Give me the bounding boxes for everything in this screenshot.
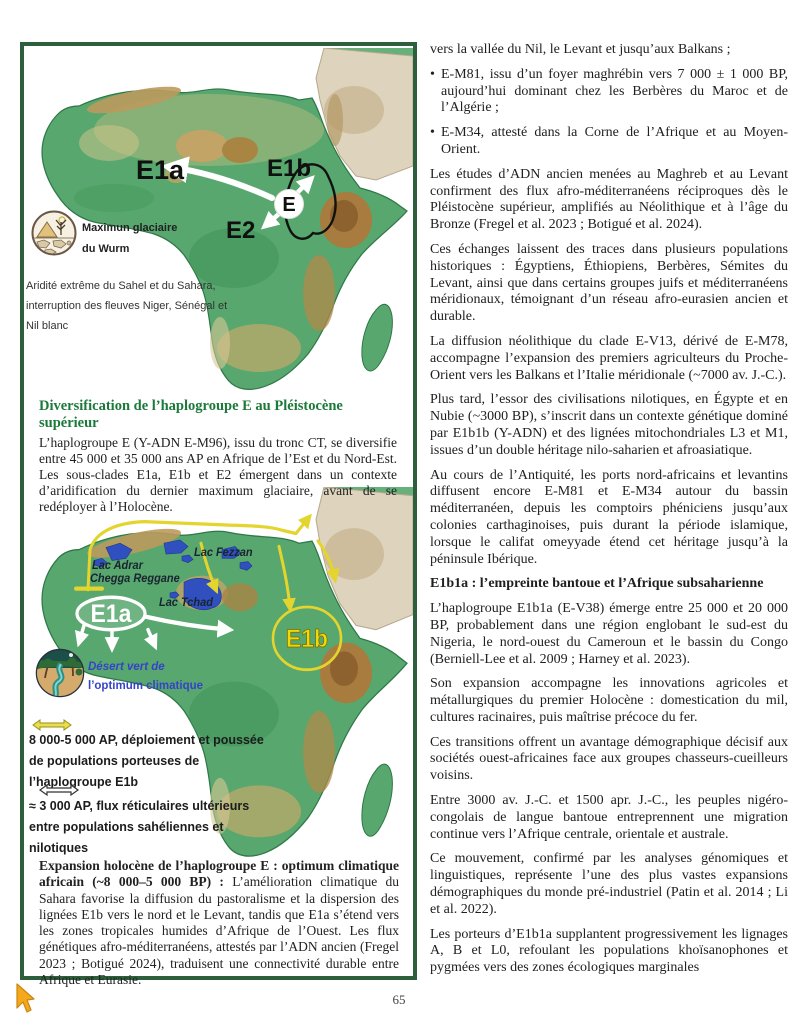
bullet-text: E-M34, attesté dans la Corne de l’Afrique et au Moyen-Orient. [441,125,788,157]
glacial-legend-line1: Maximun glaciaire [82,222,178,234]
label-lac-tchad: Lac Tchad [159,596,213,610]
map1-label-e1a: E1a [136,155,185,185]
map2-label-e1a: E1a [90,600,132,629]
double-arrow-white-icon [37,783,81,797]
map1-label-e: E [282,194,296,216]
paragraph: Au cours de l’Antiquité, les ports nord-africains et levantins diffusent encore E-M81 et E-M34 autour du bassin méditerranéen, depuis les comptoirs phéniciens jusqu’aux colonies carthaginoises, puis durant la période islamique, lorsque le califat omeyyade étend cet héritage jusqu’à la péninsule Ibérique. [430,467,788,567]
map1-label-e1b: E1b [267,155,312,182]
article-column [430,42,788,985]
paragraph: Son expansion accompagne les innovations agricoles et métallurgiques du premier Holocène : domestication du mil, cultures racinaires, puis maîtrise précoce du fer. [430,676,788,725]
legend-reticular-flux: ≈ 3 000 AP, flux réticulaires ultérieurs entre populations sahéliennes et nilotiques [29,799,250,855]
paragraph: Ces échanges laissent des traces dans plusieurs populations historiques : Égyptiens, Éthiopiens, Berbères, Sémites du Levant, ainsi que dans certains groupes juifs et méditerranéens méridionaux, témoignant d’un réseau afro-eurasien ancien et durable. [430,241,788,325]
paragraph: Les études d’ADN ancien menées au Maghreb et au Levant confirment des flux afro-méditerranéens réciproques dès le Pléistocène supérieur, amplifiés au Néolithique et à l’âge du Bronze (Fregel et al. 2023 ; Botigué et al. 2024). [430,166,788,233]
bullet-item [430,125,788,159]
paragraph: Entre 3000 av. J.-C. et 1500 apr. J.-C., les peuples nigéro-congolais de langue bantoue entreprennent une migration continue vers l’Afrique centrale, orientale et australe. [430,793,788,842]
paragraph: vers la vallée du Nil, le Levant et jusqu’aux Balkans ; [430,42,731,57]
caption-pleistocene-title: Diversification de l’haplogroupe E au Pléistocène supérieur [39,398,343,431]
bullet-marker: • [430,66,435,82]
paragraph: La diffusion néolithique du clade E-V13, dérivé de E-M78, accompagne l’expansion des premiers agriculteurs du Proche-Orient vers les Balkans et l’Italie méridionale (~7000 av. J.-C.). [430,333,788,383]
section-heading-e1b1a: E1b1a : l’empreinte bantoue et l’Afrique subsaharienne [430,576,764,592]
glacial-legend-title [82,218,177,260]
label-chegga-reggane: Chegga Reggane [90,572,180,586]
figure-box [20,42,417,988]
paragraph: Plus tard, l’essor des civilisations nilotiques, en Égypte et en Nubie (~3000 BP), s’inscrit dans un contexte génétique dominé par E1b1b (Y-ADN) et des lignées mitochondriales L3 et M1, issues d’un double héritage nilo-saharien et afroasiatique. [430,392,788,458]
paragraph: L’haplogroupe E1b1a (E-V38) émerge entre 25 000 et 20 000 BP, probablement dans une région englobant le sud-est du Nigeria, le nord-ouest du Cameroun et le bassin du Congo (Berniell-Lee et al. 2009 ; Harney et al. 2023). [430,601,788,667]
caption-pleistocene-body: L’haplogroupe E (Y-ADN E-M96), issu du tronc CT, se diversifie entre 45 000 et 35 000 ans AP en Afrique de l’Est et du Nord-Est. Les sous-clades E1a, E1b et E2 émergent dans un contexte d’aridification du dernier maximum glaciaire, avant de se redéployer à l’Holocène. [39,435,397,514]
bullet-marker: • [430,125,435,141]
caption-holocene [39,858,399,988]
paragraph: Les porteurs d’E1b1a supplantent progressivement les lignages A, B et L0, refoulant les populations khoïsanophones et pygmées vers des zones écologiques marginales [430,926,788,976]
green-desert-caption-line2: l’optimum climatique [88,680,204,692]
green-desert-caption [88,658,228,696]
caption-pleistocene [39,398,397,515]
caption-holocene-lead: Expansion holocène de l’haplogroupe E : optimum climatique africain (~8 000–5 000 BP) : [39,858,399,890]
mouse-cursor-icon [14,983,40,1015]
green-desert-caption-line1: Désert vert de [88,661,165,673]
caption-holocene-body: L’amélioration climatique du Sahara favorise la diffusion du pastoralisme et la dispersion des lignées E1b vers le nord et le Levant, tandis que E1a s’étend vers les zones tropicales humides d’Afrique de l’Ouest. Les flux génétiques afro-méditerranéens, attestés par l’ADN ancien (Fregel 2023 ; Botigué 2024), traduisent une connectivité durable entre Afrique et Eurasie. [39,874,399,988]
legend-e1b-expansion: 8 000-5 000 AP, déploiement et poussée de populations porteuses de l’haplogroupe E1b [29,733,264,789]
page-number: 65 [392,992,406,1007]
madagascar-landmass [362,304,392,371]
glacial-note: Aridité extrême du Sahel et du Sahara, interruption des fleuves Niger, Sénégal et Nil blanc [26,280,228,332]
label-lac-adrar: Lac Adrar [92,559,143,573]
madagascar-landmass [362,764,392,836]
glacial-legend-line2: du Wurm [82,243,130,255]
bullet-item [430,67,788,117]
label-lac-fezzan: Lac Fezzan [194,546,253,560]
green-desert-icon [35,648,85,698]
paragraph: Ces transitions offrent un avantage démographique décisif aux sociétés ouest-africaines face aux groupes chasseurs-cueilleurs voisins. [430,734,788,784]
map1-label-e2: E2 [226,217,256,244]
paragraph: Ce mouvement, confirmé par les analyses génomiques et linguistiques, représente l’une des plus vastes expansions démographiques du monde pré-industriel (Patin et al. 2014 ; Li et al. 2022). [430,851,788,917]
glacial-maximum-icon [31,210,77,256]
bullet-text: E-M81, issu d’un foyer maghrébin vers 7 000 ± 1 000 BP, aujourd’hui dominant chez les Berbères du Maroc et de l’Algérie ; [441,66,788,116]
map2-label-e1b: E1b [285,625,329,654]
